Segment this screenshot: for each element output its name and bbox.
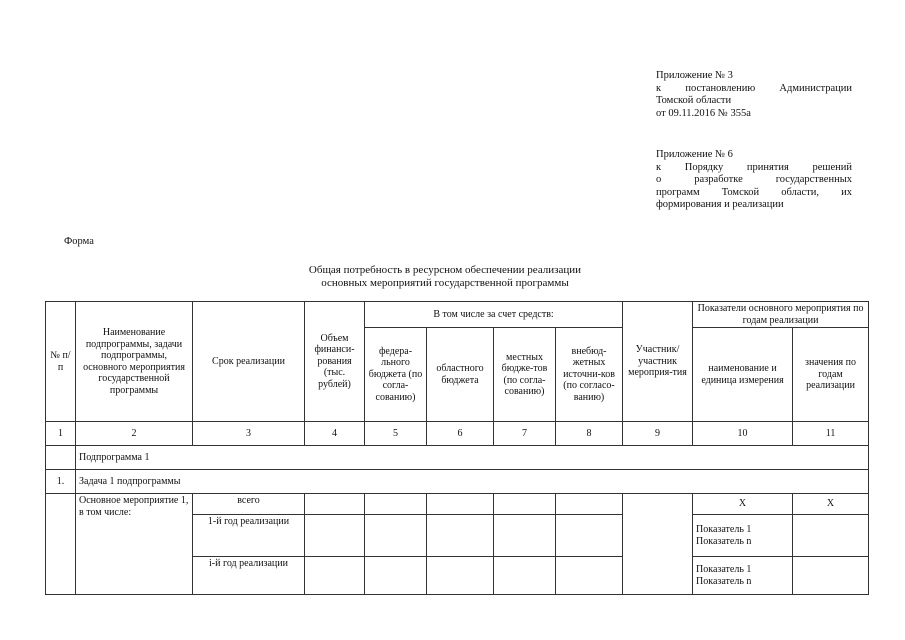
form-label: Форма <box>64 236 94 247</box>
empty-cell <box>494 515 556 557</box>
empty-cell <box>305 515 365 557</box>
appendix-3-line: от 09.11.2016 № 355а <box>656 107 751 119</box>
subprogram-label: Подпрограмма 1 <box>76 446 869 470</box>
appendix-6-line: формирования и реализации <box>656 199 784 210</box>
indicator-name-cell: Показатель 1 Показатель n <box>693 557 793 595</box>
header-indicator-name: наименование и единица измерения <box>693 328 793 422</box>
header-local: местных бюдже-тов (по согла-сованию) <box>494 328 556 422</box>
appendix-3-block <box>656 70 852 120</box>
empty-cell <box>305 557 365 595</box>
header-participant: Участник/ участник мероприя-тия <box>623 302 693 422</box>
header-num: № п/п <box>46 302 76 422</box>
header-volume: Объем финанси-рования (тыс. рублей) <box>305 302 365 422</box>
period-cell: 1-й год реализации <box>193 515 305 557</box>
title-line-2: основных мероприятий государственной программы <box>321 277 569 289</box>
empty-cell <box>556 557 623 595</box>
indicator-name-cell: Х <box>693 494 793 515</box>
header-indicator-values: значения по годам реализации <box>793 328 869 422</box>
period-cell: всего <box>193 494 305 515</box>
column-number: 7 <box>494 422 556 446</box>
table-row <box>46 494 869 515</box>
task-num: 1. <box>46 470 76 494</box>
column-number: 11 <box>793 422 869 446</box>
indicator-values-cell <box>793 515 869 557</box>
participant-cell <box>623 494 693 595</box>
header-federal: федера-льного бюджета (по согла-сованию) <box>365 328 427 422</box>
column-number: 10 <box>693 422 793 446</box>
title-line-1: Общая потребность в ресурсном обеспечении реализации <box>308 264 582 276</box>
indicator-name-cell: Показатель 1 Показатель n <box>693 515 793 557</box>
indicator-values-cell: Х <box>793 494 869 515</box>
empty-cell <box>365 515 427 557</box>
subprogram-row <box>46 446 869 470</box>
appendix-6-line: Приложение № 6 <box>656 149 733 160</box>
empty-cell <box>494 494 556 515</box>
column-number: 6 <box>427 422 494 446</box>
column-number: 9 <box>623 422 693 446</box>
empty-cell <box>556 515 623 557</box>
header-regional: областного бюджета <box>427 328 494 422</box>
empty-cell <box>305 494 365 515</box>
header-name: Наименование подпрограммы, задачи подпрограммы, основного мероприятия государственной программы <box>76 302 193 422</box>
appendix-3-line: Приложение № 3 <box>656 70 733 81</box>
appendix-6-line: программ Томской области, их <box>656 186 852 198</box>
indicator-values-cell <box>793 557 869 595</box>
column-number: 5 <box>365 422 427 446</box>
document-title <box>0 264 890 290</box>
column-number: 8 <box>556 422 623 446</box>
header-extrabudget: внебюд-жетных источни-ков (по согласо-ванию) <box>556 328 623 422</box>
header-period: Срок реализации <box>193 302 305 422</box>
task-label: Задача 1 подпрограммы <box>76 470 869 494</box>
resource-table <box>45 301 869 595</box>
empty-cell <box>427 494 494 515</box>
appendix-3-line: Томской области <box>656 95 732 106</box>
column-number-row <box>46 422 869 446</box>
task-row <box>46 470 869 494</box>
appendix-6-line: к Порядку принятия решений <box>656 161 852 173</box>
column-number: 1 <box>46 422 76 446</box>
appendix-3-line: к постановлению Администрации <box>656 82 852 94</box>
period-cell: i-й год реализации <box>193 557 305 595</box>
header-including: В том числе за счет средств: <box>365 302 623 328</box>
empty-cell <box>46 494 76 595</box>
measure-label: Основное мероприятие 1, в том числе: <box>76 494 193 595</box>
empty-cell <box>556 494 623 515</box>
empty-cell <box>427 557 494 595</box>
column-number: 4 <box>305 422 365 446</box>
appendix-6-block <box>656 149 852 212</box>
column-number: 3 <box>193 422 305 446</box>
appendix-6-line: о разработке государственных <box>656 174 852 185</box>
empty-cell <box>427 515 494 557</box>
empty-cell <box>365 494 427 515</box>
column-number: 2 <box>76 422 193 446</box>
empty-cell <box>46 446 76 470</box>
empty-cell <box>494 557 556 595</box>
empty-cell <box>365 557 427 595</box>
header-indicators: Показатели основного мероприятия по годам реализации <box>693 302 869 328</box>
